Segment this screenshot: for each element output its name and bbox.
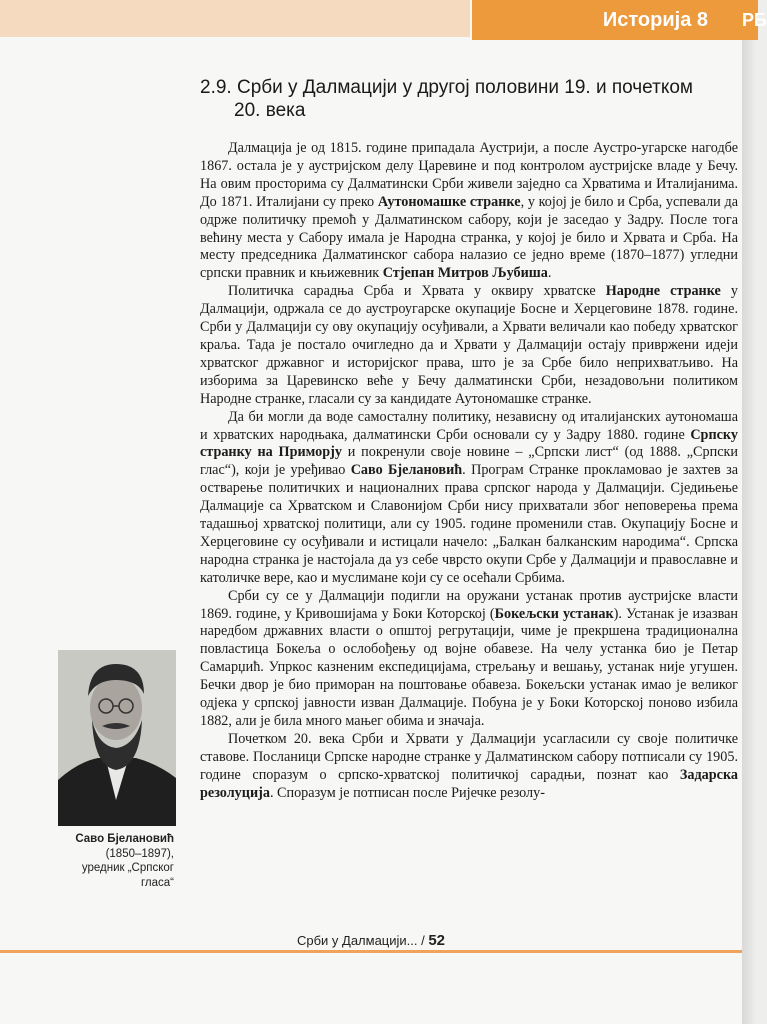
paragraph bbox=[200, 283, 738, 408]
footer-running-title: Срби у Далмацији... / bbox=[296, 933, 429, 948]
caption-role-line2: гласа“ bbox=[140, 876, 174, 889]
text-run: ). Устанак је изазван наредбом државних власти о општој регрутацији, чиме је прекршена традиционална повластица Бокеља о ослобођењу од војне обавезе. На челу устанка био је Петар Самарџић. Упркос казненим експедицијама, стрељању и вешању, устанак није угушен. Бечки двор је био приморан на поштовање обавеза. Бокељски устанак имао је великог одјека у српској јавности изван Далмације. Побуна је у Боки Которској поново избила 1882, али је била много мањег обима и значаја. bbox=[200, 605, 738, 729]
bold-term: Аутономашке странке bbox=[377, 193, 521, 210]
text-run: Почетком 20. века Срби и Хрвати у Далмацији усагласили су своје политичке ставове. Посланици Српске народне странке у Далматинском сабору потписали су 1905. године споразум о српско-хрватској политичкој сарадњи, познат као bbox=[200, 730, 738, 783]
header-title: Историја 8 bbox=[602, 8, 708, 31]
chapter-header-tab bbox=[472, 0, 742, 40]
bold-term: Стјепан Митров Љубиша bbox=[382, 265, 548, 282]
bold-term: Бокељски устанак bbox=[494, 605, 614, 622]
caption-years: (1850–1897), bbox=[105, 847, 174, 860]
page-number: 52 bbox=[428, 932, 446, 949]
page-footer bbox=[0, 932, 742, 949]
section-title-line1: 2.9. Срби у Далмацији у другој половини 19. и почетком bbox=[200, 77, 693, 98]
text-run: . bbox=[547, 265, 552, 282]
paragraph bbox=[200, 588, 738, 731]
text-run: , у којој је било и Срба, успевали да одрже политичку премоћ у Далматинском сабору, који је заседао у Задру. После тога већину места у Сабору имала је Народна странка, у којој је било и Хрвата и Срба. На месту председника Далматинског сабора налазио се једно време (1870–1877) угледни српски правник и књижевник bbox=[200, 193, 738, 282]
text-run: Политичка сарадња Срба и Хрвата у оквиру хрватске bbox=[228, 283, 606, 300]
text-run: Далмација је од 1815. године припадала Аустрији, а после Аустро-угарске нагодбе 1867. остала је у аустријском делу Царевине и под контролом аустријске владе у Бечу. На овим просторима су Далматински Срби живели заједно са Хрватима и Италијанима. До 1871. Италијани су преко bbox=[200, 140, 738, 210]
text-run: и покренули своје новине – „Српски лист“ (од 1888. „Српски глас“), који је уређивао bbox=[200, 444, 738, 479]
text-run: . Програм Странке прокламовао је захтев за остварење политичких и националних права српског народа у Далмацији. Сједињење Далмације са Хрватском и Славонијом Срби нису прихватали због неповерења према тадашњој хрватској политици, али су 1905. године променили став. Окупацију Босне и Херцеговине су осуђивали и истицали начело: „Балкан балканским народима“. Српска народна странка је настојала да уз себе чврсто окупи Србе у Далмацији и православне и католичке вере, као и муслимане који су се осећали Србима. bbox=[200, 462, 738, 586]
bold-term: Народне странке bbox=[605, 283, 721, 300]
footer-rule bbox=[0, 950, 742, 953]
caption-role-line1: уредник „Српског bbox=[81, 862, 174, 874]
text-run: . Споразум је потписан после Ријечке резолу- bbox=[269, 784, 545, 801]
bold-term: Српску странку на Приморју bbox=[200, 426, 738, 461]
text-run: Да би могли да воде самосталну политику, независну од италијанских аутономаша и хрватских народњака, далматински Срби основали су у Задру 1880. године bbox=[200, 408, 738, 443]
paragraph bbox=[200, 409, 738, 588]
bold-term: Задарска резолуција bbox=[200, 766, 738, 801]
section-title bbox=[200, 76, 720, 122]
paragraph bbox=[200, 731, 738, 803]
text-run: у Далмацији, одржала се до аустроугарске окупације Босне и Херцеговине 1878. године. Срби у Далмацији су ову окупацију осуђивали, а Хрвати величали као победу хрватског краља. Тада је постало очигледно да и Хрвати у Далмацији остају привржени идеји хрватског државног и историјског права, што је за Србе било неприхватљиво. На изборима за Царевинско веће у Бечу далматински Срби, незадовољни политиком Народне странке, гласали су за кандидате Аутономашке странке. bbox=[200, 283, 738, 407]
bold-term: Саво Бјелановић bbox=[350, 462, 463, 479]
text-run: Срби су се у Далмацији подигли на оружани устанак против аустријске власти 1869. године, у Кривошијама у Боки Которској ( bbox=[200, 587, 738, 622]
header-band bbox=[0, 0, 470, 37]
portrait-illustration bbox=[58, 650, 176, 826]
portrait-caption bbox=[40, 832, 174, 890]
portrait-photo bbox=[58, 650, 176, 826]
next-page-edge bbox=[742, 0, 758, 1024]
caption-name: Саво Бјелановић bbox=[75, 833, 174, 845]
body-text bbox=[200, 140, 738, 803]
header-edge-label: РБ bbox=[742, 0, 758, 40]
section-title-line2: 20. века bbox=[234, 100, 306, 121]
paragraph bbox=[200, 140, 738, 283]
